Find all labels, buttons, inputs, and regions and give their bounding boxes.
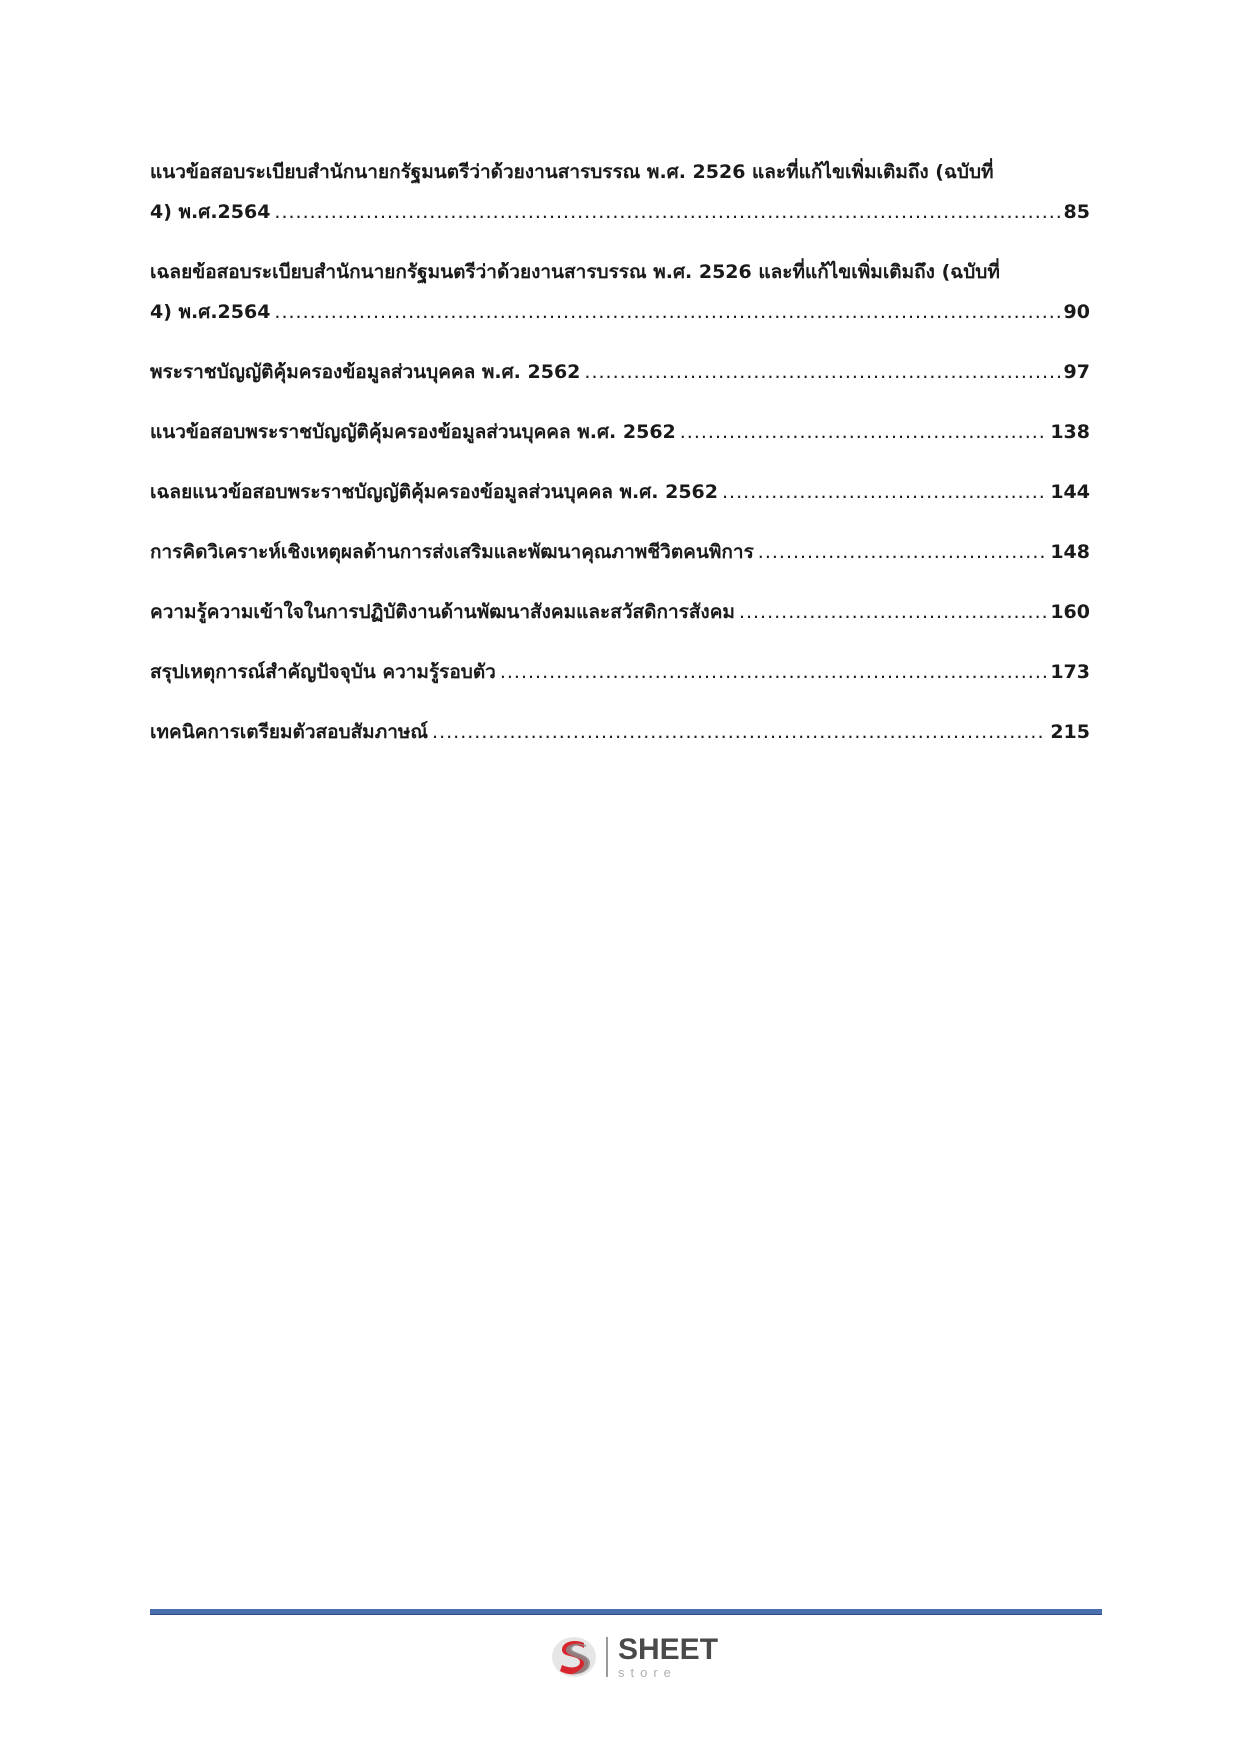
- toc-page-number: 215: [1050, 721, 1090, 743]
- dot-leader: [274, 292, 1059, 332]
- dot-leader: [680, 412, 1047, 452]
- dot-leader: [758, 532, 1047, 572]
- toc-entry[interactable]: [150, 252, 1090, 332]
- logo-divider: [606, 1637, 608, 1677]
- toc-page-number: 85: [1063, 201, 1090, 223]
- logo-text: [618, 1635, 718, 1679]
- toc-entry[interactable]: [150, 472, 1090, 512]
- dot-leader: [274, 192, 1059, 232]
- dot-leader: [432, 712, 1046, 752]
- table-of-contents: [150, 152, 1090, 772]
- toc-entry-title: สรุปเหตุการณ์สำคัญปัจจุบัน ความรู้รอบตัว: [150, 661, 496, 683]
- toc-entry[interactable]: [150, 412, 1090, 452]
- toc-entry[interactable]: [150, 152, 1090, 232]
- toc-entry[interactable]: [150, 532, 1090, 572]
- logo-wordmark: SHEET: [618, 1633, 719, 1666]
- toc-entry-title-line-1: เฉลยข้อสอบระเบียบสำนักนายกรัฐมนตรีว่าด้วยงานสารบรรณ พ.ศ. 2526 และที่แก้ไขเพิ่มเติมถึง (ฉบับที่: [150, 261, 1000, 283]
- toc-page-number: 138: [1050, 421, 1090, 443]
- sheet-store-logo: [550, 1633, 718, 1681]
- toc-entry-title: ความรู้ความเข้าใจในการปฏิบัติงานด้านพัฒนาสังคมและสวัสดิการสังคม: [150, 601, 735, 623]
- toc-page-number: 97: [1063, 361, 1090, 383]
- toc-entry-title: พระราชบัญญัติคุ้มครองข้อมูลส่วนบุคคล พ.ศ. 2562: [150, 361, 581, 383]
- footer-divider: [150, 1609, 1102, 1615]
- toc-entry[interactable]: [150, 652, 1090, 692]
- dot-leader: [722, 472, 1046, 512]
- toc-entry[interactable]: [150, 712, 1090, 752]
- toc-entry[interactable]: [150, 592, 1090, 632]
- dot-leader: [584, 352, 1059, 392]
- toc-entry[interactable]: [150, 352, 1090, 392]
- dot-leader: [500, 652, 1046, 692]
- toc-page-number: 173: [1050, 661, 1090, 683]
- toc-page-number: 90: [1063, 301, 1090, 323]
- toc-entry-title-line-1: แนวข้อสอบระเบียบสำนักนายกรัฐมนตรีว่าด้วยงานสารบรรณ พ.ศ. 2526 และที่แก้ไขเพิ่มเติมถึง (ฉบับที่: [150, 161, 994, 183]
- toc-entry-title: การคิดวิเคราะห์เชิงเหตุผลด้านการส่งเสริมและพัฒนาคุณภาพชีวิตคนพิการ: [150, 541, 754, 563]
- toc-entry-title-line-2: 4) พ.ศ.2564: [150, 301, 271, 323]
- logo-subtitle: store: [618, 1665, 677, 1680]
- sheet-store-s-logo-icon: [550, 1633, 598, 1681]
- toc-page-number: 160: [1050, 601, 1090, 623]
- dot-leader: [739, 592, 1046, 632]
- toc-entry-title: เทคนิคการเตรียมตัวสอบสัมภาษณ์: [150, 721, 429, 743]
- toc-entry-title-line-2: 4) พ.ศ.2564: [150, 201, 271, 223]
- toc-page-number: 148: [1050, 541, 1090, 563]
- toc-entry-title: แนวข้อสอบพระราชบัญญัติคุ้มครองข้อมูลส่วนบุคคล พ.ศ. 2562: [150, 421, 676, 443]
- toc-entry-title: เฉลยแนวข้อสอบพระราชบัญญัติคุ้มครองข้อมูลส่วนบุคคล พ.ศ. 2562: [150, 481, 718, 503]
- toc-page-number: 144: [1050, 481, 1090, 503]
